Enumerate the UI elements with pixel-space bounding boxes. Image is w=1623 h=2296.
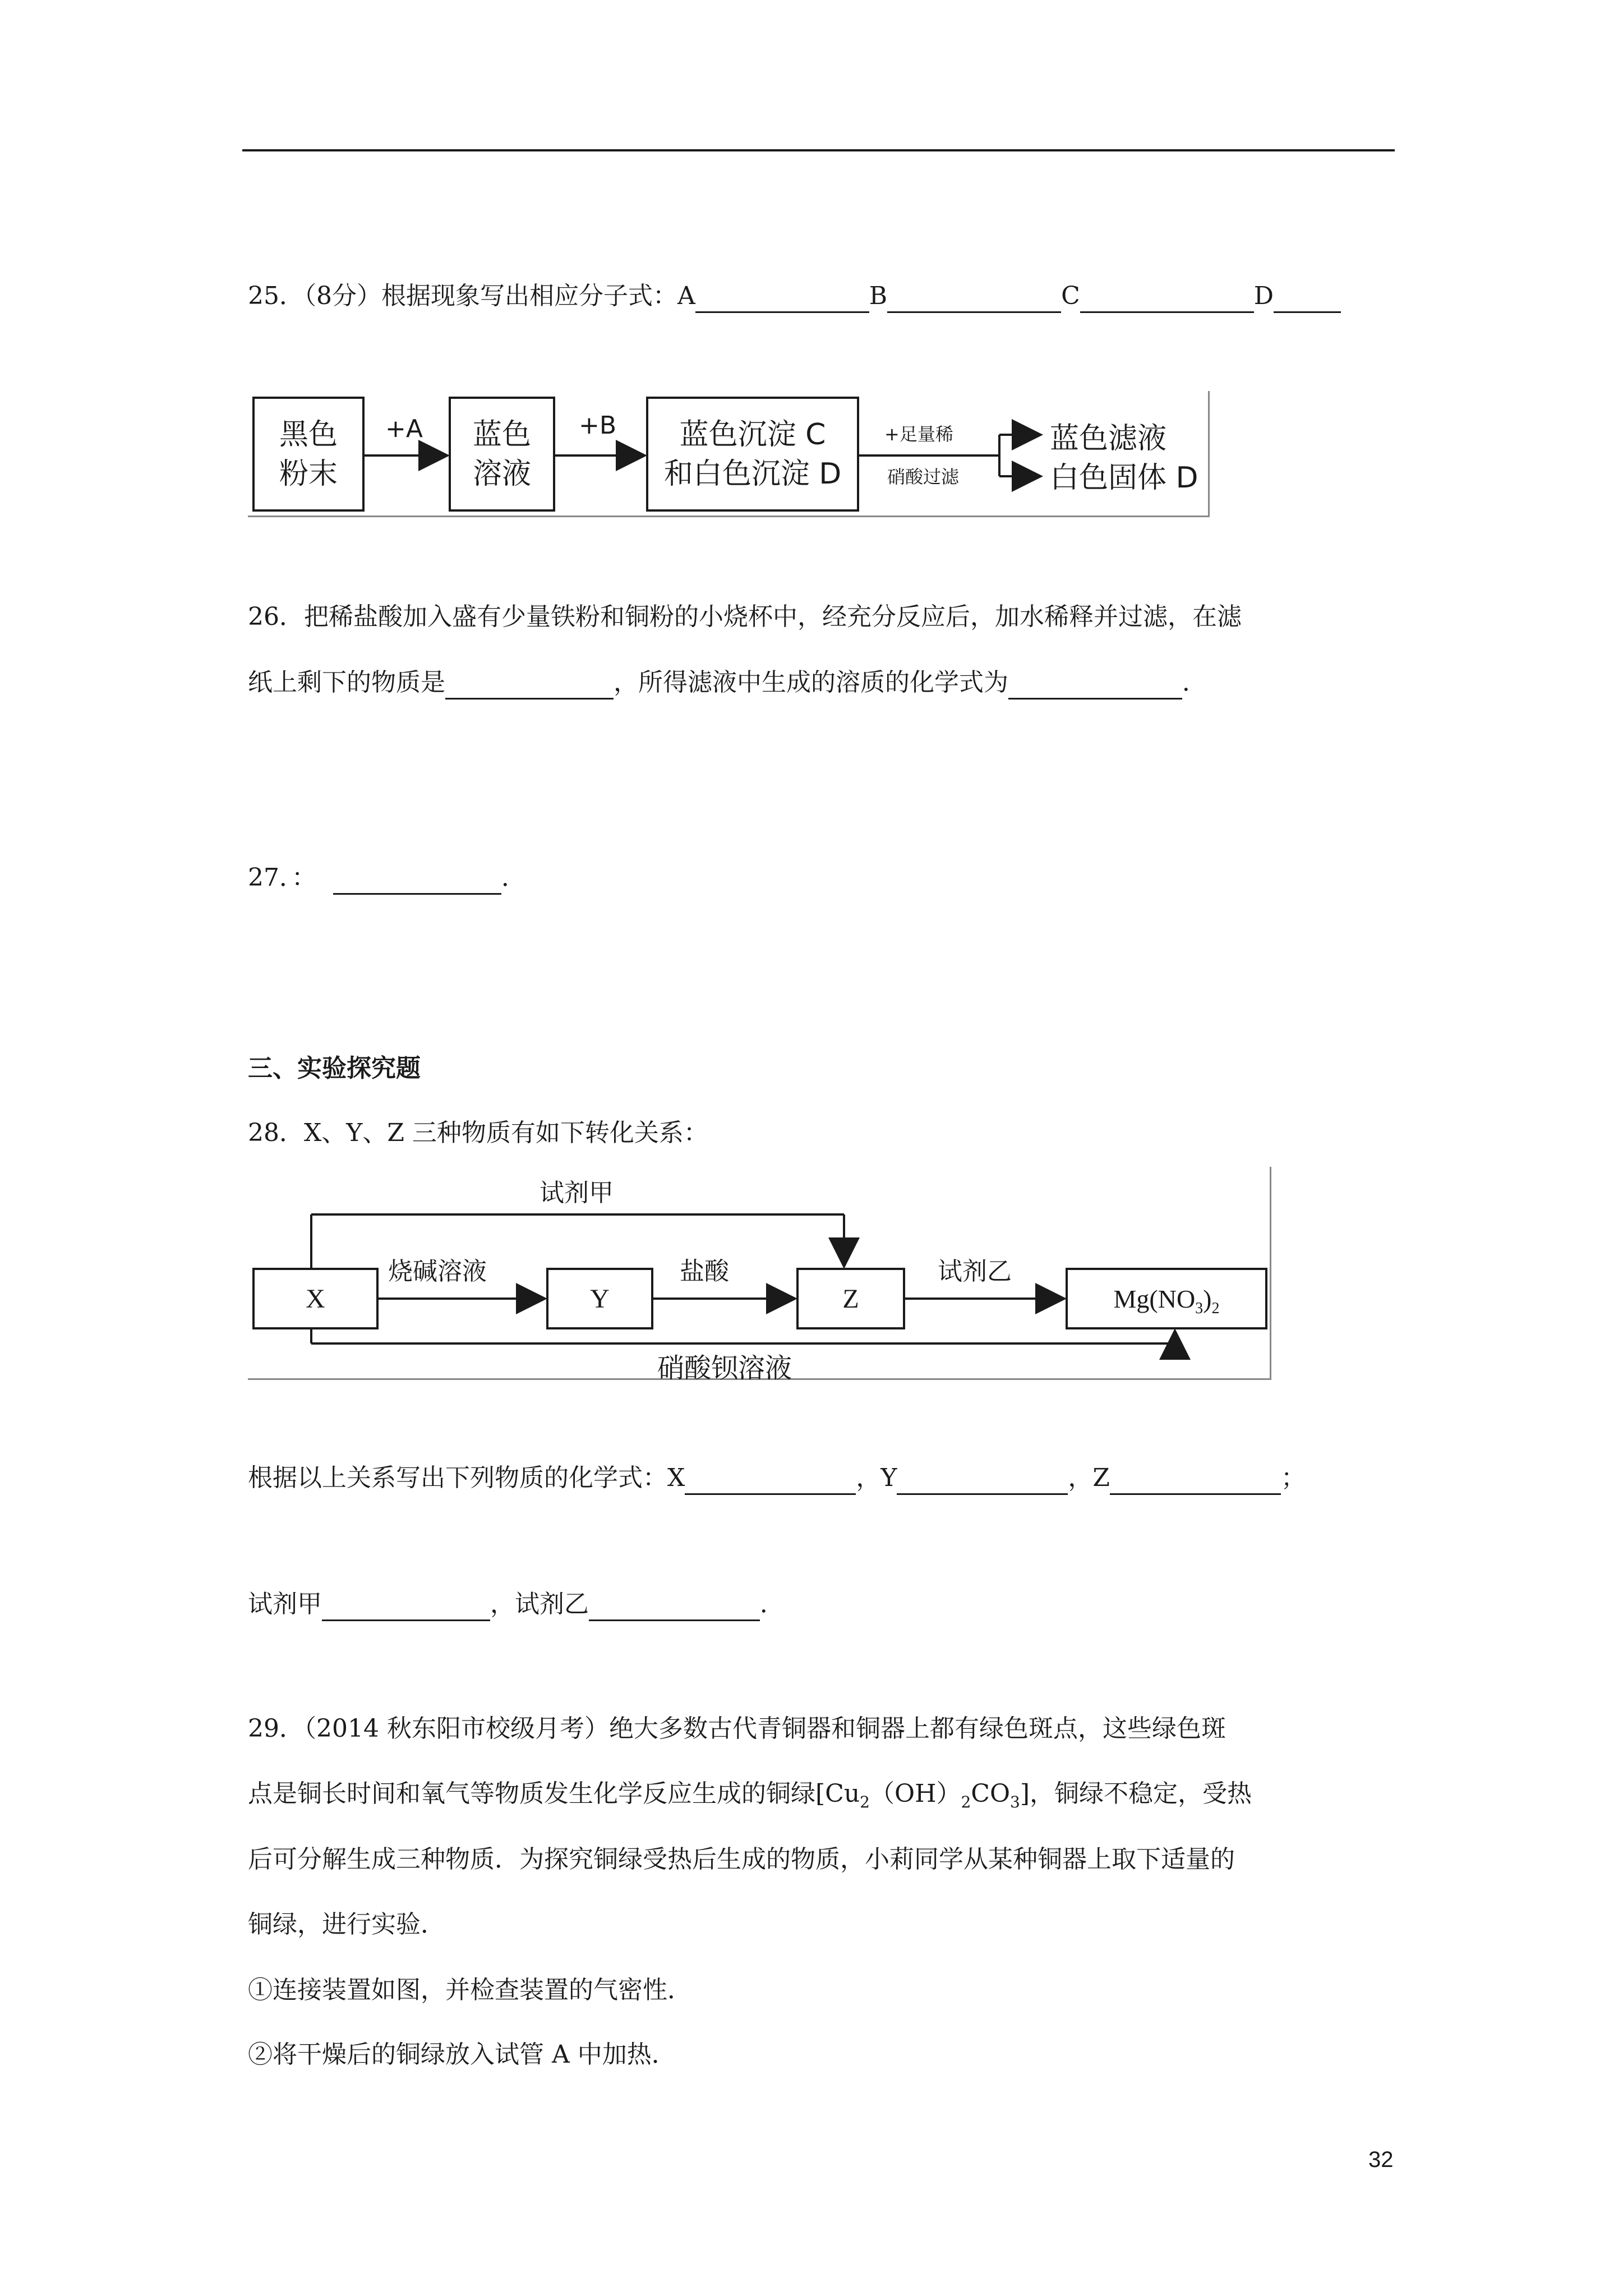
output-blue-filtrate: 蓝色滤液	[1050, 422, 1167, 455]
question-29-line2: 点是铜长时间和氧气等物质发生化学反应生成的铜绿$[Cu_2(OH)_2CO_3]$，铜绿不稳定，受热	[248, 1779, 1252, 1811]
q28-flow-diagram	[248, 1167, 1271, 1384]
question-28-line1: 根据以上关系写出下列物质的化学式：X ，Y ，Z ；	[248, 1461, 1306, 1495]
arrow-label-filter: 硝酸过滤	[887, 466, 960, 487]
arrow-label-b: +B	[579, 411, 617, 440]
box-z: Z	[796, 1268, 905, 1329]
question-29-line3: 后可分解生成三种物质．为探究铜绿受热后生成的物质，小莉同学从某种铜器上取下适量的	[248, 1845, 1235, 1874]
box-mg-nitrate: $Mg(NO_3)_2$	[1066, 1268, 1267, 1329]
question-26-line2: 纸上剩下的物质是 ，所得滤液中生成的溶质的化学式为 ．	[248, 666, 1207, 700]
label-barium-nitrate: 硝酸钡溶液	[657, 1352, 792, 1384]
section-title: 三、实验探究题	[248, 1054, 421, 1083]
answer-blank-y[interactable]	[897, 1466, 1068, 1495]
question-28-line2: 试剂甲 ，试剂乙 ．	[248, 1588, 785, 1621]
box-x: X	[252, 1268, 379, 1329]
box-black-powder: 黑色 粉末	[252, 397, 365, 512]
page-number: 32	[1368, 2147, 1394, 2172]
question-29-line4: 铜绿，进行实验．	[248, 1910, 445, 1939]
answer-blank-c[interactable]	[1080, 284, 1254, 313]
question-27: 27．： ．	[248, 861, 526, 895]
question-29-step1: ①连接装置如图，并检查装置的气密性．	[248, 1976, 692, 2004]
answer-blank-reagent-yi[interactable]	[589, 1593, 760, 1621]
answer-blank-27[interactable]	[333, 866, 501, 895]
q25-flow-diagram	[248, 391, 1210, 517]
answer-blank-d[interactable]	[1274, 284, 1341, 313]
question-25: 25．（8分）根据现象写出相应分子式：A B C D	[248, 279, 1341, 313]
label-reagent-jia: 试剂甲	[540, 1179, 614, 1207]
question-29-line1: 29．（2014 秋东阳市校级月考）绝大多数古代青铜器和铜器上都有绿色斑点，这些绿色斑	[248, 1714, 1226, 1743]
question-26-line1: 26．把稀盐酸加入盛有少量铁粉和铜粉的小烧杯中，经充分反应后，加水稀释并过滤，在滤	[248, 602, 1242, 631]
answer-blank-z[interactable]	[1110, 1466, 1281, 1495]
answer-blank-solute[interactable]	[1008, 671, 1182, 700]
box-blue-solution: 蓝色 溶液	[449, 397, 555, 512]
label-reagent-yi: 试剂乙	[938, 1257, 1012, 1286]
label-caustic-soda: 烧碱溶液	[388, 1257, 487, 1286]
answer-blank-residue[interactable]	[445, 671, 614, 700]
answer-blank-reagent-jia[interactable]	[322, 1593, 490, 1621]
output-white-solid: 白色固体 D	[1050, 461, 1198, 495]
arrow-label-a: +A	[385, 415, 423, 443]
header-rule	[242, 149, 1395, 151]
box-precipitates: 蓝色沉淀 C 和白色沉淀 D	[646, 397, 859, 512]
box-y: Y	[546, 1268, 653, 1329]
question-28-intro: 28．X、Y、Z 三种物质有如下转化关系：	[248, 1119, 708, 1147]
label-hydrochloric-acid: 盐酸	[680, 1257, 729, 1286]
question-29-step2: ②将干燥后的铜绿放入试管 A 中加热．	[248, 2040, 676, 2069]
answer-blank-a[interactable]	[695, 284, 869, 313]
arrow-label-dilute: +足量稀	[884, 424, 953, 445]
answer-blank-b[interactable]	[887, 284, 1061, 313]
answer-blank-x[interactable]	[685, 1466, 856, 1495]
